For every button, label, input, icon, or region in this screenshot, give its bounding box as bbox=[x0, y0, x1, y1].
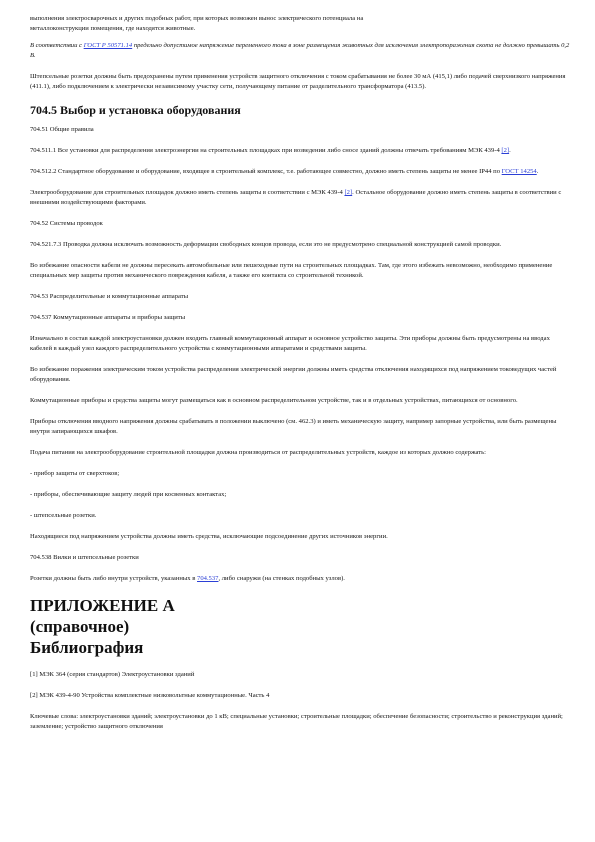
clause-704-511-1 bbox=[30, 146, 570, 156]
clause-704-537-link[interactable]: 704.537 bbox=[197, 575, 219, 582]
bibliography-title: Библиография bbox=[30, 638, 144, 657]
bibliography-item: [2] МЭК 439-4-90 Устройства комплектные низковольтные коммутационные. Часть 4 bbox=[30, 692, 270, 699]
switch-devices-paragraph: Коммутационные приборы и средства защиты могут размещаться как в основном распределительном устройстве, так и в отдельных устройствах, питающихся от основного. bbox=[30, 397, 518, 404]
clause-704-52: 704.52 Системы проводок bbox=[30, 220, 103, 227]
plugs-paragraph bbox=[30, 574, 570, 584]
plugs-text-pre: Розетки должны быть либо внутри устройств, указанных в bbox=[30, 575, 198, 582]
intro-line-1: выполнения электросварочных и других подобных работ, при которых возможен вынос электрического потенциала на bbox=[30, 15, 364, 22]
plugs-text-post: , либо снаружи (на стенках подобных узлов). bbox=[218, 575, 345, 582]
appendix-title: ПРИЛОЖЕНИЕ А bbox=[30, 596, 175, 615]
clause-704-53: 704.53 Распределительные и коммутационные аппараты bbox=[30, 293, 189, 300]
keywords-paragraph: Ключевые слова: электроустановки зданий; электроустановки до 1 кВ; специальные установки; строительные площадки; обеспечение безопасности; строительство и реконструкция зданий; заземление; устройство защитного отключения bbox=[30, 713, 563, 730]
feeding-paragraph: Подача питания на электрооборудование строительной площадки должна производиться от распределительных устройств, каждое из которых должно содержать: bbox=[30, 449, 486, 456]
appendix-heading bbox=[30, 595, 570, 658]
electro-text-pre: Электрооборудование для строительных площадок должно иметь степень защиты в соответствии с МЭК 439-4 bbox=[30, 189, 345, 196]
gost-14254-link[interactable]: ГОСТ 14254 bbox=[501, 168, 537, 175]
clause-704-51: 704.51 Общие правила bbox=[30, 126, 94, 133]
clause-704-521: 704.521.7.3 Проводка должна исключать возможность деформации свободных концов провода, если это не предусмотрено специальной конструкцией самой проводки. bbox=[30, 241, 502, 248]
gost-50571-link[interactable]: ГОСТ Р 50571.14 bbox=[83, 42, 133, 49]
document-page bbox=[30, 14, 570, 732]
appendix-subtitle: (справочное) bbox=[30, 617, 130, 636]
list-item: - штепсельные розетки. bbox=[30, 512, 97, 519]
intro-paragraph bbox=[30, 14, 570, 34]
list-item: - прибор защиты от сверхтоков; bbox=[30, 470, 120, 477]
ref-2-link-second[interactable]: [2] bbox=[344, 189, 353, 196]
clause-704-512-2 bbox=[30, 167, 570, 177]
clause-704-511-1-end: . bbox=[509, 147, 511, 154]
section-heading: 704.5 Выбор и установка оборудования bbox=[30, 103, 241, 117]
cables-paragraph: Во избежание опасности кабели не должны пересекать автомобильные или пешеходные пути на строительных площадках. Там, где этого избежать невозможно, необходимо применение специальных мер защиты против механического повреждения кабеля, а также его контакта со строительной техникой. bbox=[30, 262, 553, 279]
note-text-post: предельно допустимое напряжение переменного тока в зоне размещения животных для исключения электропоражения скота не должно превышать 0,2 В. bbox=[30, 42, 570, 59]
note-text-pre: В соответствии с bbox=[30, 42, 84, 49]
intro-line-2: металлоконструкции помещения, где находятся животные. bbox=[30, 25, 196, 32]
clause-704-511-1-text: 704.511.1 Все установки для распределения электроэнергии на строительных площадках при возведении либо сносе зданий должны отвечать требованиям МЭК 439-4 bbox=[30, 147, 502, 154]
note-paragraph bbox=[30, 41, 570, 61]
ref-2-link[interactable]: [2] bbox=[501, 147, 510, 154]
sockets-paragraph: Штепсельные розетки должны быть предохранены путем применения устройств защитного отключения с током срабатывания не более 30 мА (415,1) либо подачей сверхнизкого напряжения (411.1), либо подключением к электрически независимому участку сети, получающему питание от разделительного трансформатора (413.5). bbox=[30, 73, 566, 90]
clause-704-537: 704.537 Коммутационные аппараты и приборы защиты bbox=[30, 314, 186, 321]
bibliography-item: [1] МЭК 364 (серия стандартов) Электроустановки зданий bbox=[30, 671, 195, 678]
clause-704-512-2-text: 704.512.2 Стандартное оборудование и оборудование, входящее в строительный комплекс, т.е. работающее совместно, должно иметь степень защиты не менее IP44 по bbox=[30, 168, 502, 175]
electro-equipment-paragraph bbox=[30, 188, 570, 208]
main-switch-paragraph: Изначально в состав каждой электроустановки должен входить главный коммутационный аппарат и основное устройство защиты. Эти приборы должны быть предусмотрены на вводах кабелей в каждый узел каждого распределительного устройства с коммутационными аппаратами и средствами защиты. bbox=[30, 335, 550, 352]
electro-text-post: . Остальное оборудование должно иметь степень защиты в соответствии с внешними воздействующими факторами. bbox=[30, 189, 562, 206]
input-devices-paragraph: Приборы отключения вводного напряжения должны срабатывать в положении выключено (см. 462.3) и иметь механическую защиту, например запорные устройства, или быть размещены внутри запирающихся шкафов. bbox=[30, 418, 557, 435]
emergency-paragraph: Находящиеся под напряжением устройства должны иметь средства, исключающие подсоединение других источников энергии. bbox=[30, 533, 388, 540]
clause-704-512-2-end: . bbox=[536, 168, 539, 175]
list-item: - приборы, обеспечивающие защиту людей при косвенных контактах; bbox=[30, 491, 227, 498]
clause-704-538: 704.538 Вилки и штепсельные розетки bbox=[30, 554, 139, 561]
power-off-paragraph: Во избежание поражения электрическим током устройства распределения электрической энергии должны иметь средства отключения находящихся под напряжением токоведущих частей оборудования. bbox=[30, 366, 557, 383]
